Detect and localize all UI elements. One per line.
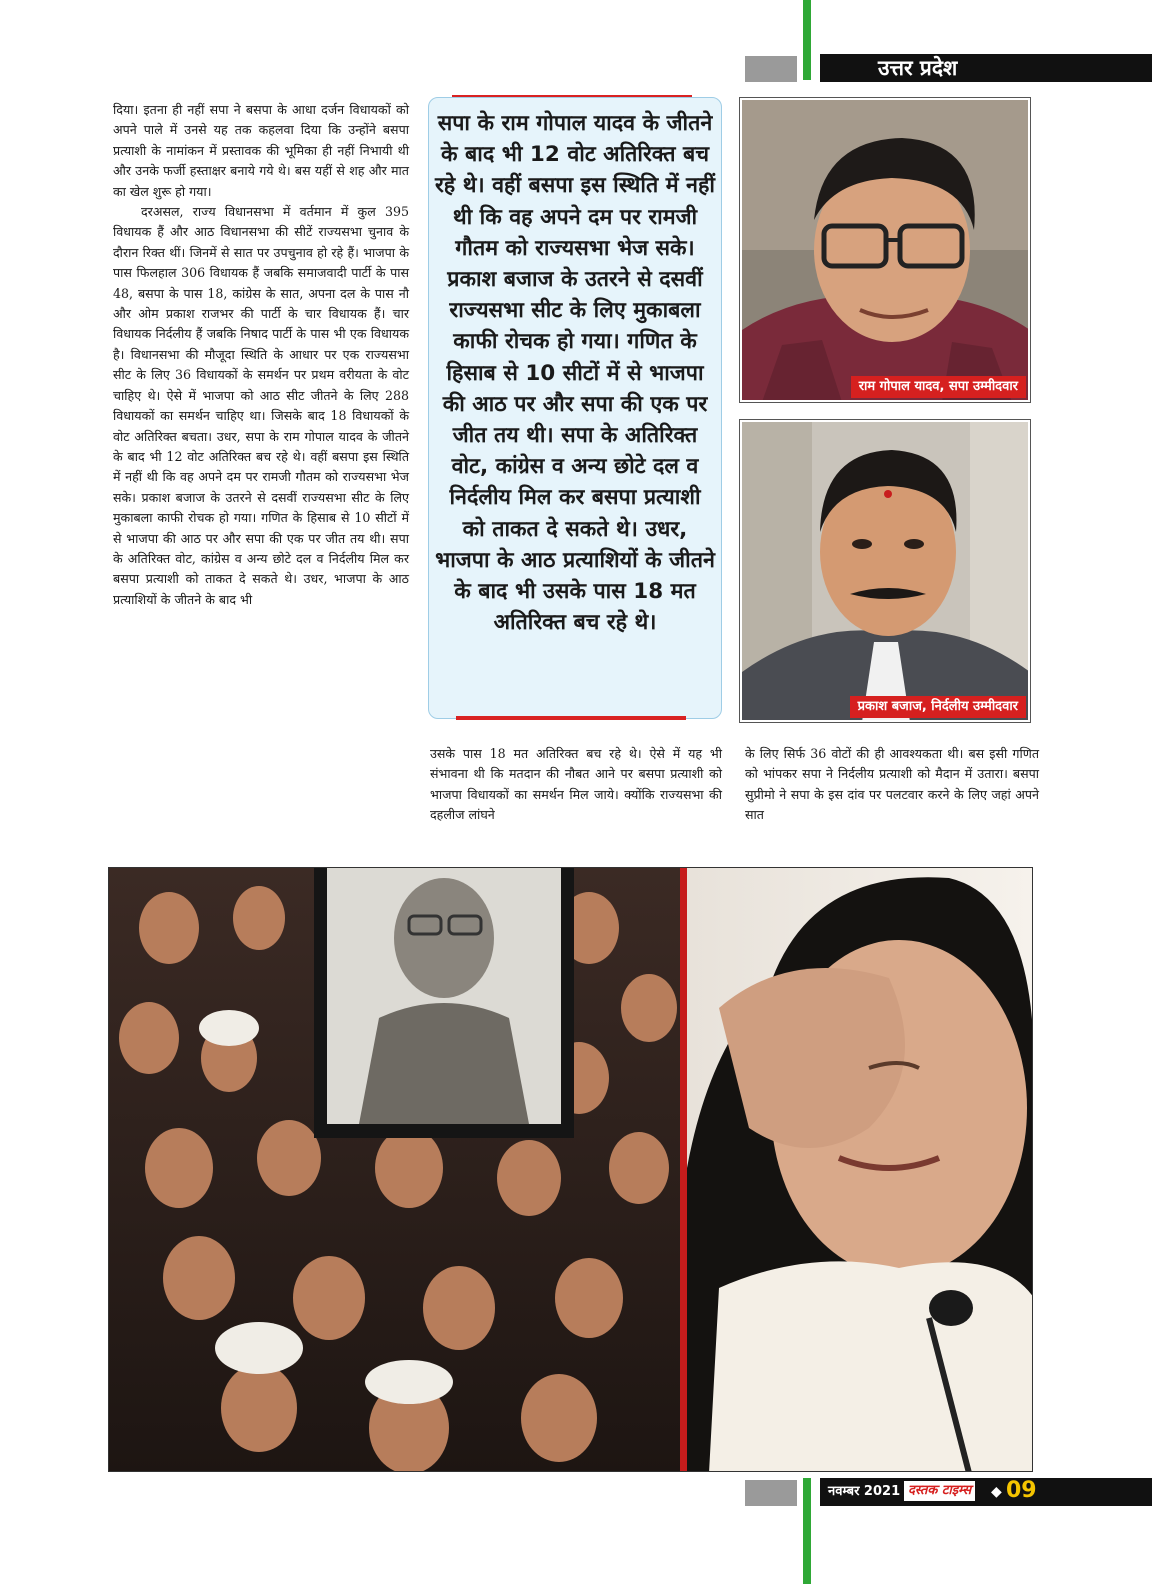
paragraph-col3: के लिए सिर्फ 36 वोटों की ही आवश्यकता थी। बस इसी गणित को भांपकर सपा ने निर्दलीय प्रत्याशी को मैदान में उतारा। बसपा सुप्रीमो ने सपा के इस दांव पर पलटवार करने के लिए जहां अपने सात [745, 746, 1039, 823]
pull-quote-box [428, 97, 722, 719]
main-photo-divider [680, 868, 687, 1472]
page-number: 09 [1006, 1478, 1037, 1503]
footer-bullet-icon: ◆ [991, 1484, 1002, 1500]
header-grey-block [745, 56, 797, 82]
section-title: उत्तर प्रदेश [820, 54, 1152, 82]
quote-bottom-rule [456, 716, 686, 720]
portrait-ram-gopal-yadav [739, 97, 1031, 403]
article-column-3 [745, 744, 1039, 826]
portrait-1-image [742, 100, 1028, 400]
paragraph-2: दरअसल, राज्य विधानसभा में वर्तमान में कुल 395 विधायक हैं और आठ विधानसभा की सीटें राज्यसभा चुनाव के दौरान रिक्त थीं। जिनमें से सात पर उपचुनाव हो रहे हैं। भाजपा के पास फिलहाल 306 विधायक हैं जबकि समाजवादी पार्टी के पास 48, बसपा के पास 18, कांग्रेस के सात, अपना दल के पास नौ और ओम प्रकाश राजभर की पार्टी के चार विधायक हैं। चार विधायक निर्दलीय हैं जबकि निषाद पार्टी के पास भी एक विधायक है। विधानसभा की मौजूदा स्थिति के आधार पर एक राज्यसभा सीट के लिए 36 विधायकों के समर्थन पर प्रथम वरीयता के वोट चाहिए थे। ऐसे में भाजपा को आठ सीट जीतने के लिए 288 विधायकों का समर्थन चाहिए था। जिसके बाद 18 विधायकों के वोट अतिरिक्त बचता। उधर, सपा के राम गोपाल यादव के जीतने के बाद भी 12 वोट अतिरिक्त बच रहे थे। वहीं बसपा इस स्थिति में नहीं थी कि वह अपने दम पर रामजी गौतम को राज्यसभा भेज सके। प्रकाश बजाज के उतरने से दसवीं राज्यसभा सीट के लिए मुकाबला काफी रोचक हो गया। गणित के हिसाब से 10 सीटों में से भाजपा की आठ पर और सपा की एक पर जीत तय थी। सपा के अतिरिक्त वोट, कांग्रेस व अन्य छोटे दल व निर्दलीय मिल कर बसपा प्रत्याशी को ताकत दे सकते थे। उधर, भाजपा के आठ प्रत्याशियों के जीतने के बाद भी [113, 204, 409, 607]
footer-date: नवम्बर 2021 [828, 1484, 901, 1499]
portrait-1-caption: राम गोपाल यादव, सपा उम्मीदवार [851, 376, 1026, 398]
portrait-2-caption: प्रकाश बजाज, निर्दलीय उम्मीदवार [850, 696, 1026, 718]
footer-grey-block [745, 1480, 797, 1506]
header-green-bar [803, 0, 811, 80]
main-photo-image [109, 868, 1033, 1472]
article-column-1 [113, 100, 409, 610]
footer-brand-logo: दस्तक टाइम्स [904, 1481, 975, 1501]
paragraph-1: दिया। इतना ही नहीं सपा ने बसपा के आधा दर्जन विधायकों को अपने पाले में उनसे यह तक कहलवा दिया कि उन्होंने बसपा प्रत्याशी के नामांकन में प्रस्तावक की भूमिका ही नहीं निभायी थी और उनके फर्जी हस्ताक्षर बनाये गये थे। बस यहीं से शह और मात का खेल शुरू हो गया। [113, 102, 409, 199]
footer-band [820, 1478, 1152, 1506]
main-photo [108, 867, 1033, 1472]
pull-quote-text: सपा के राम गोपाल यादव के जीतने के बाद भी 12 वोट अतिरिक्त बच रहे थे। वहीं बसपा इस स्थिति में नहीं थी कि वह अपने दम पर रामजी गौतम को राज्यसभा भेज सके। प्रकाश बजाज के उतरने से दसवीं राज्यसभा सीट के लिए मुकाबला काफी रोचक हो गया। गणित के हिसाब से 10 सीटों में से भाजपा की आठ पर और सपा की एक पर जीत तय थी। सपा के अतिरिक्त वोट, कांग्रेस व अन्य छोटे दल व निर्दलीय मिल कर बसपा प्रत्याशी को ताकत दे सकते थे। उधर, भाजपा के आठ प्रत्याशियों के जीतने के बाद भी उसके पास 18 मत अतिरिक्त बच रहे थे। [435, 111, 715, 636]
article-column-2 [430, 744, 722, 826]
footer-green-bar [803, 1478, 811, 1584]
portrait-prakash-bajaj [739, 419, 1031, 723]
portrait-2-image [742, 422, 1028, 720]
paragraph-col2: उसके पास 18 मत अतिरिक्त बच रहे थे। ऐसे में यह भी संभावना थी कि मतदान की नौबत आने पर बसपा प्रत्याशी को भाजपा विधायकों का समर्थन मिल जाये। क्योंकि राज्यसभा की दहलीज लांघने [430, 746, 722, 823]
